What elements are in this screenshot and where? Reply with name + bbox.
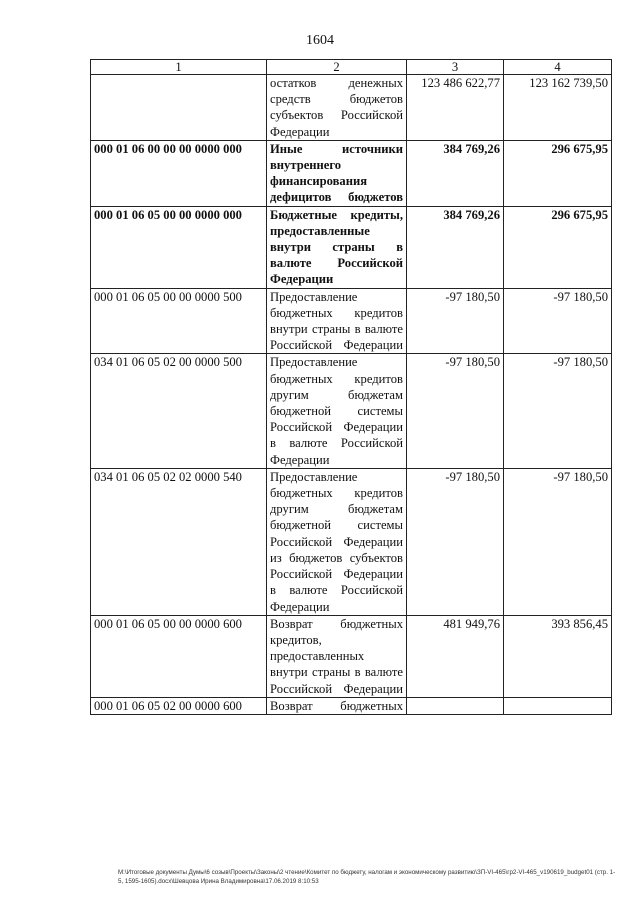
row-value-col3: 384 769,26 <box>407 206 504 288</box>
row-value-col4: -97 180,50 <box>504 354 612 468</box>
row-value-col3: 384 769,26 <box>407 140 504 206</box>
column-header-4: 4 <box>504 60 612 75</box>
table-row <box>91 615 612 697</box>
page-number: 1604 <box>306 33 334 48</box>
table-row <box>91 354 612 468</box>
row-code: 000 01 06 05 02 00 0000 600 <box>91 697 267 714</box>
column-header-3: 3 <box>407 60 504 75</box>
row-code: 000 01 06 05 00 00 0000 500 <box>91 288 267 354</box>
row-value-col4: 393 856,45 <box>504 615 612 697</box>
row-value-col3: -97 180,50 <box>407 468 504 615</box>
table-row <box>91 140 612 206</box>
table-row <box>91 206 612 288</box>
table-row <box>91 697 612 714</box>
row-value-col4 <box>504 697 612 714</box>
row-value-col3 <box>407 697 504 714</box>
row-name: остатков денежных средств бюджетов субъектов Российской Федерации <box>267 75 407 141</box>
row-code <box>91 75 267 141</box>
row-value-col3: 123 486 622,77 <box>407 75 504 141</box>
row-code: 000 01 06 05 00 00 0000 000 <box>91 206 267 288</box>
row-code: 000 01 06 00 00 00 0000 000 <box>91 140 267 206</box>
row-code: 034 01 06 05 02 02 0000 540 <box>91 468 267 615</box>
row-value-col3: -97 180,50 <box>407 354 504 468</box>
row-value-col4: 296 675,95 <box>504 206 612 288</box>
row-value-col4: -97 180,50 <box>504 288 612 354</box>
row-name: Возврат бюджетных <box>267 697 407 714</box>
table-row <box>91 75 612 141</box>
row-value-col4: 123 162 739,50 <box>504 75 612 141</box>
row-code: 034 01 06 05 02 00 0000 500 <box>91 354 267 468</box>
row-value-col3: -97 180,50 <box>407 288 504 354</box>
row-name: Предоставление бюджетных кредитов внутри страны в валюте Российской Федерации <box>267 288 407 354</box>
row-name: Предоставление бюджетных кредитов другим бюджетам бюджетной системы Российской Федерации из бюджетов субъектов Российской Федерации в валюте Российской Федерации <box>267 468 407 615</box>
table-header-row <box>91 60 612 75</box>
row-name: Иные источники внутреннего финансирования дефицитов бюджетов <box>267 140 407 206</box>
row-value-col4: -97 180,50 <box>504 468 612 615</box>
table-row <box>91 468 612 615</box>
row-value-col3: 481 949,76 <box>407 615 504 697</box>
document-file-path-footer: М:\Итоговые документы Думы\6 созыв\Проекты\Законы\2 чтение\Комитет по бюджету, налогам и экономическому развитию\ЗП-VI-465\гр2-VI-465_v190619_budget01 (стр. 1-5, 1595-1605).docx\Шевцова Ирина Владимировна\17.06.2019 8:10:53 <box>118 869 616 885</box>
column-header-2: 2 <box>267 60 407 75</box>
row-name: Возврат бюджетных кредитов, предоставленных внутри страны в валюте Российской Федерации <box>267 615 407 697</box>
column-header-1: 1 <box>91 60 267 75</box>
budget-sources-table <box>90 59 612 715</box>
row-name: Бюджетные кредиты, предоставленные внутри страны в валюте Российской Федерации <box>267 206 407 288</box>
row-value-col4: 296 675,95 <box>504 140 612 206</box>
row-name: Предоставление бюджетных кредитов другим бюджетам бюджетной системы Российской Федерации в валюте Российской Федерации <box>267 354 407 468</box>
row-code: 000 01 06 05 00 00 0000 600 <box>91 615 267 697</box>
table-row <box>91 288 612 354</box>
